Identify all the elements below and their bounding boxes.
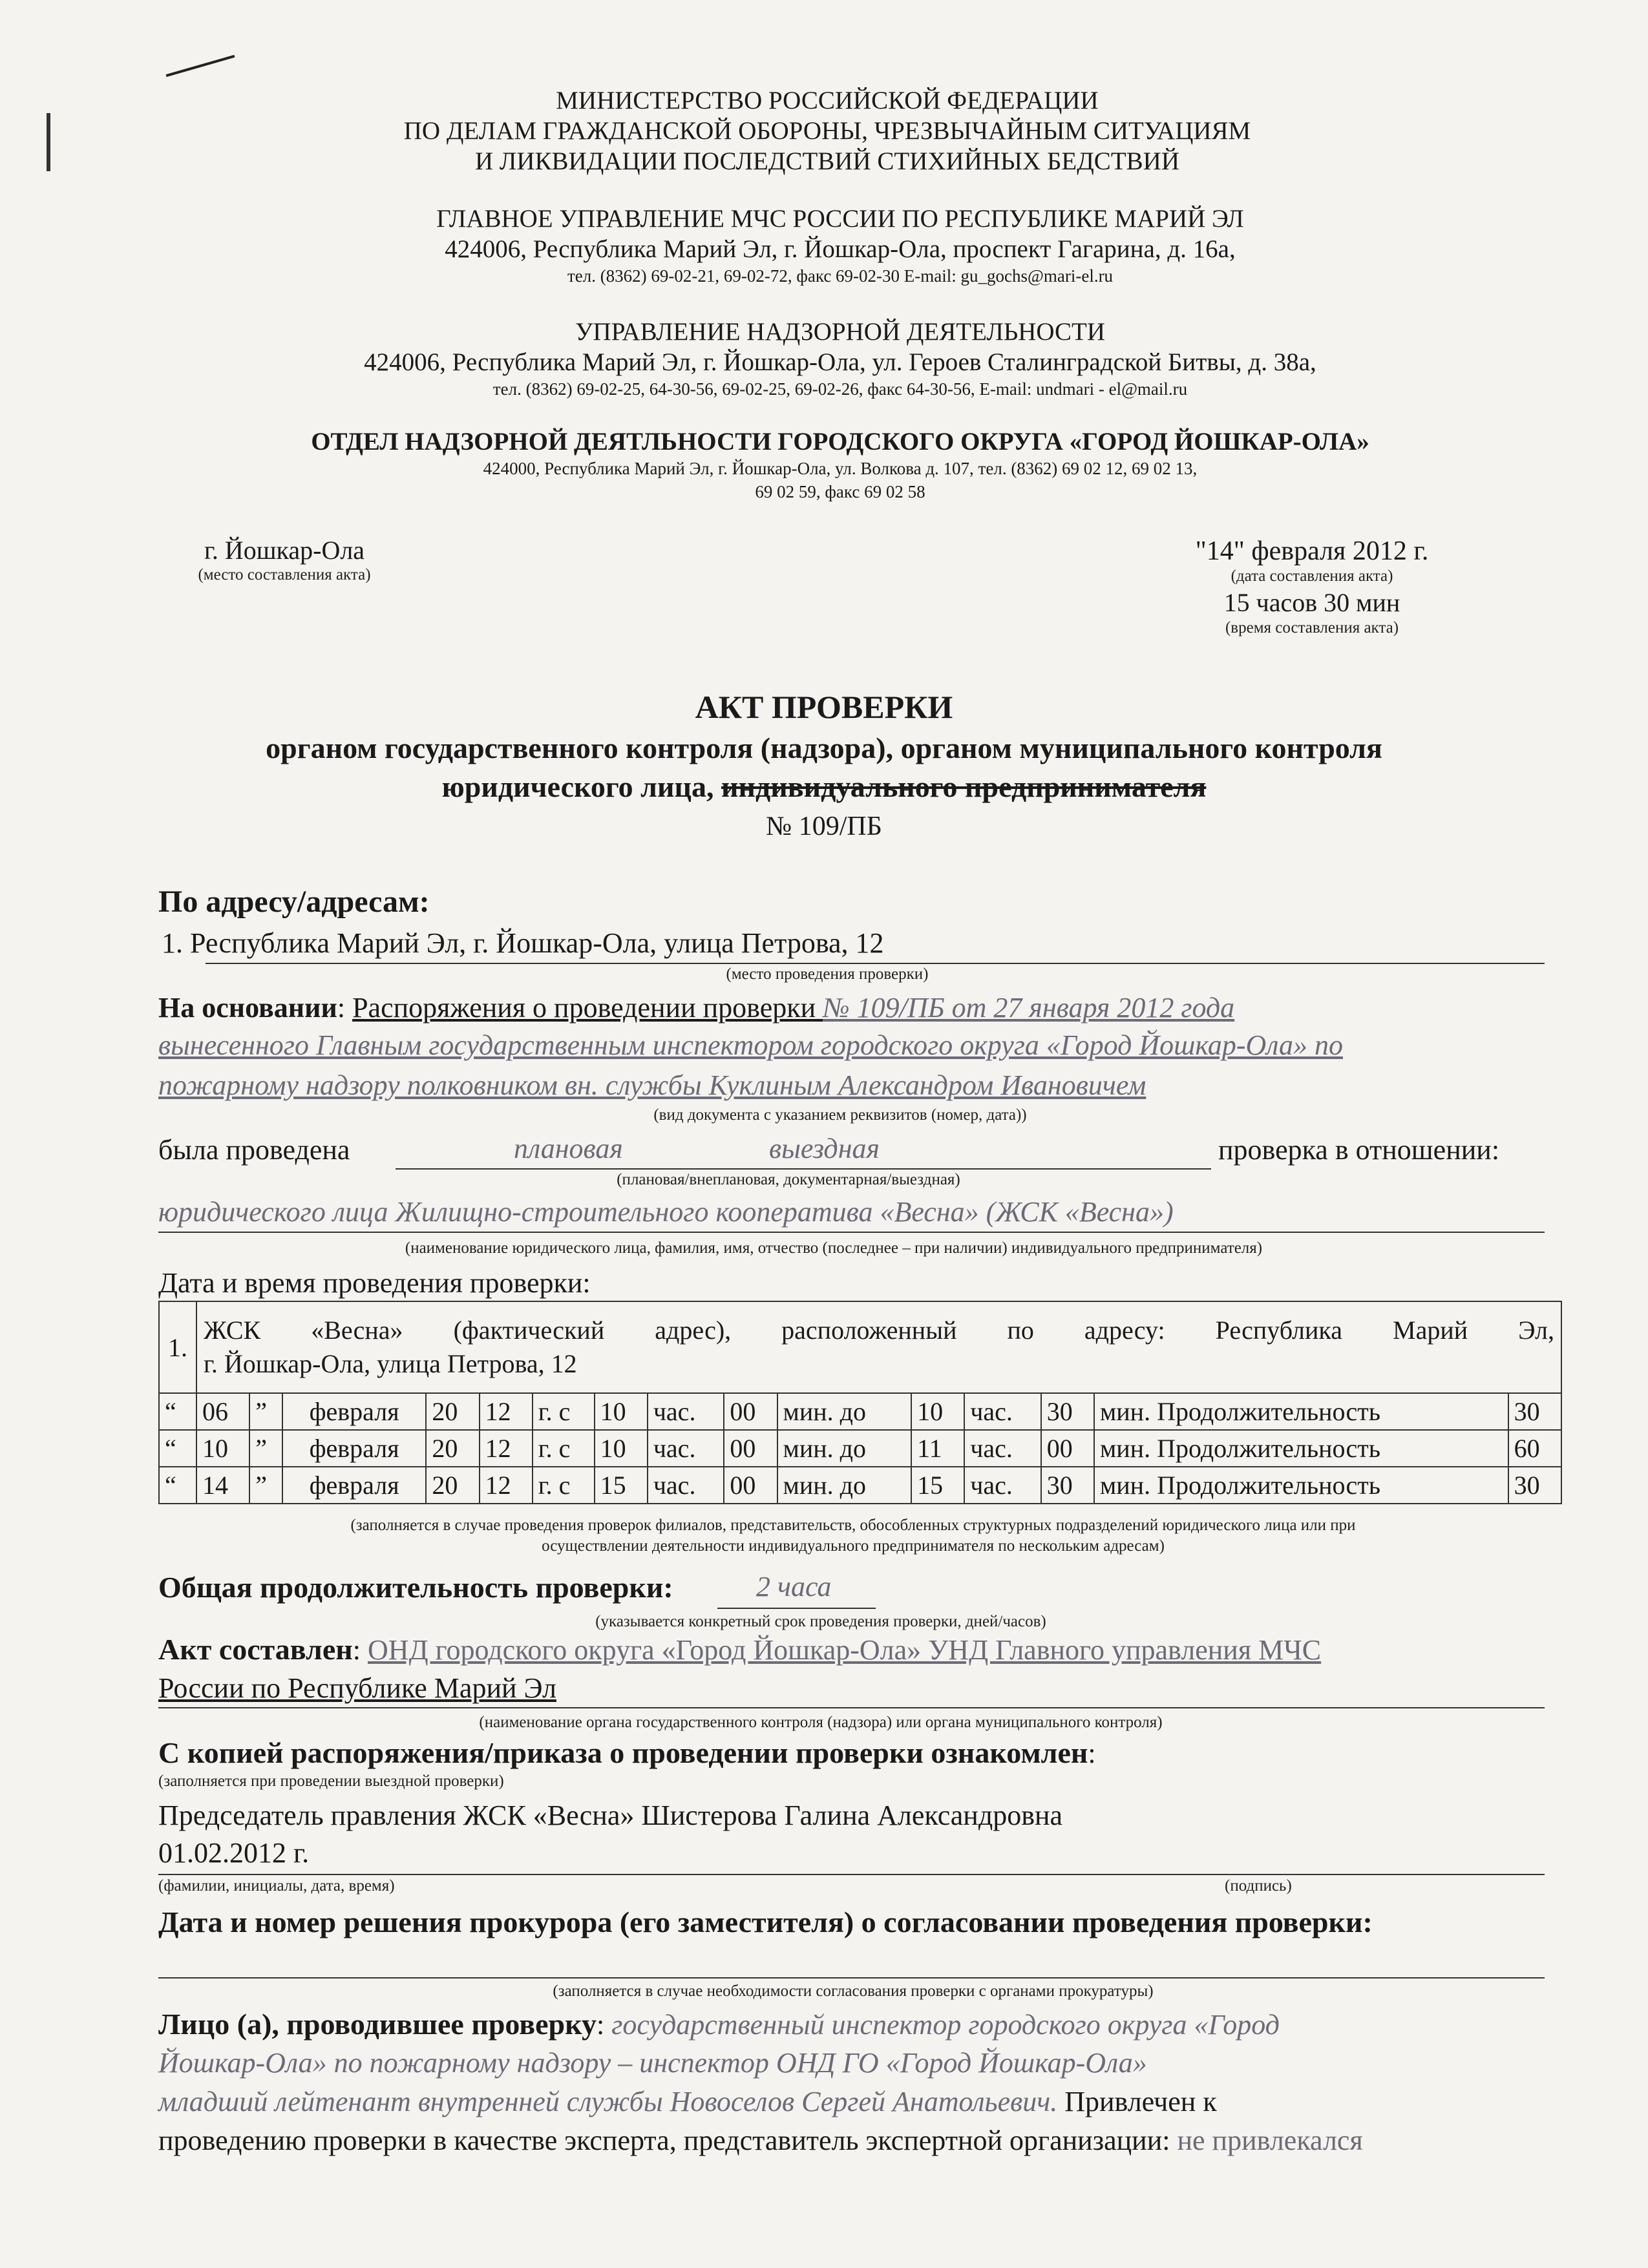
datetime-row: “ 14 ” февраля 20 12 г. с 15 час. 00 мин. до 15 час. 30 мин. Продолжительность 30 bbox=[159, 1467, 1561, 1504]
ministry-header bbox=[259, 85, 1396, 176]
copy-line: С копией распоряжения/приказа о проведении проверки ознакомлен: bbox=[158, 1736, 1096, 1769]
composed-caption: (наименование органа государственного контроля (надзора) или органа муниципального контроля) bbox=[479, 1714, 1163, 1731]
date-value: "14" февраля 2012 г. bbox=[1195, 536, 1429, 566]
basis-line1: На основании: Распоряжения о проведении проверки № 109/ПБ от 27 января 2012 года bbox=[158, 992, 1235, 1024]
ond-title: ОТДЕЛ НАДЗОРНОЙ ДЕЯТЛЬНОСТИ ГОРОДСКОГО ОКРУГА «ГОРОД ЙОШКАР-ОЛА» bbox=[311, 428, 1369, 456]
basis-text1b: № 109/ПБ от 27 января 2012 года bbox=[823, 992, 1235, 1024]
basis-line3: пожарному надзору полковником вн. службы Куклиным Александром Ивановичем bbox=[158, 1069, 1146, 1101]
staple-mark bbox=[47, 113, 50, 171]
inspector-text4a: проведению проверки в качестве эксперта, представитель экспертной организации: bbox=[158, 2125, 1178, 2156]
inspector-text1: государственный инспектор городского округа «Город bbox=[611, 2009, 1280, 2041]
prosecutor-label: Дата и номер решения прокурора (его заместителя) о согласовании проведения проверки: bbox=[158, 1906, 1373, 1938]
inspector-text4b: не привлекался bbox=[1177, 2125, 1363, 2156]
datetime-row-number: 1. bbox=[159, 1301, 196, 1393]
copy-caption: (заполняется при проведении выездной проверки) bbox=[158, 1772, 504, 1790]
copy-date: 01.02.2012 г. bbox=[158, 1837, 310, 1869]
address-underline bbox=[206, 963, 1545, 964]
copy-caption-right: (подпись) bbox=[1225, 1877, 1292, 1895]
copy-person: Председатель правления ЖСК «Весна» Шистерова Галина Александровна bbox=[158, 1800, 1063, 1831]
composed-text1: ОНД городского округа «Город Йошкар-Ола» УНД Главного управления МЧС bbox=[368, 1634, 1322, 1666]
date-block bbox=[1150, 535, 1474, 637]
ond-block bbox=[194, 426, 1486, 503]
inspector-text2: Йошкар-Ола» по пожарному надзору – инспектор ОНД ГО «Город Йошкар-Ола» bbox=[158, 2047, 1147, 2079]
duration-caption: (указывается конкретный срок проведения проверки, дней/часов) bbox=[595, 1613, 1046, 1630]
duration-label: Общая продолжительность проверки: bbox=[158, 1571, 673, 1604]
check-subject-caption: (наименование юридического лица, фамилия, имя, отчество (последнее – при наличии) индивидуального предпринимателя) bbox=[405, 1239, 1263, 1257]
ministry-line2: ПО ДЕЛАМ ГРАЖДАНСКОЙ ОБОРОНЫ, ЧРЕЗВЫЧАЙНЫМ СИТУАЦИЯМ bbox=[403, 117, 1251, 145]
place-block bbox=[162, 535, 407, 584]
gu-title: ГЛАВНОЕ УПРАВЛЕНИЕ МЧС РОССИИ ПО РЕСПУБЛИКЕ МАРИЙ ЭЛ bbox=[436, 205, 1244, 233]
check-type1: плановая bbox=[514, 1133, 623, 1164]
check-caption: (плановая/внеплановая, документарная/выездная) bbox=[617, 1171, 960, 1188]
address-item: 1. Республика Марий Эл, г. Йошкар-Ола, улица Петрова, 12 bbox=[162, 927, 884, 959]
gu-phones: тел. (8362) 69-02-21, 69-02-72, факс 69-02-30 E-mail: gu_gochs@mari-el.ru bbox=[567, 266, 1114, 286]
act-title-line2: органом государственного контроля (надзора), органом муниципального контроля bbox=[266, 731, 1382, 764]
datetime-address-line2: г. Йошкар-Ола, улица Петрова, 12 bbox=[204, 1349, 577, 1378]
pen-mark bbox=[166, 55, 235, 77]
act-title-line3a: юридического лица, bbox=[441, 770, 721, 803]
prosecutor-caption: (заполняется в случае необходимости согласования проверки с органами прокуратуры) bbox=[553, 1982, 1154, 2000]
copy-underline bbox=[158, 1874, 1545, 1875]
composed-label: Акт составлен bbox=[158, 1633, 353, 1666]
time-caption: (время составления акта) bbox=[1225, 619, 1399, 636]
gu-block bbox=[194, 204, 1486, 288]
time-value: 15 часов 30 мин bbox=[1223, 588, 1400, 617]
composed-text2: России по Республике Марий Эл bbox=[158, 1672, 556, 1704]
act-title-line1: АКТ ПРОВЕРКИ bbox=[695, 689, 953, 725]
check-type2: выездная bbox=[769, 1133, 880, 1164]
datetime-row: “ 06 ” февраля 20 12 г. с 10 час. 00 мин. до 10 час. 30 мин. Продолжительность 30 bbox=[159, 1393, 1561, 1430]
datetime-table bbox=[158, 1301, 1562, 1504]
gu-address: 424006, Республика Марий Эл, г. Йошкар-Ола, проспект Гагарина, д. 16а, bbox=[445, 235, 1236, 263]
copy-caption-left: (фамилии, инициалы, дата, время) bbox=[158, 1877, 395, 1895]
ond-address2: 69 02 59, факс 69 02 58 bbox=[755, 482, 925, 501]
ministry-line1: МИНИСТЕРСТВО РОССИЙСКОЙ ФЕДЕРАЦИИ bbox=[556, 87, 1099, 114]
composed-line1: Акт составлен: ОНД городского округа «Город Йошкар-Ола» УНД Главного управления МЧС bbox=[158, 1633, 1322, 1666]
inspector-label: Лицо (а), проводившее проверку bbox=[158, 2008, 597, 2041]
inspector-line1: Лицо (а), проводившее проверку: государственный инспектор городского округа «Город bbox=[158, 2008, 1280, 2041]
basis-caption: (вид документа с указанием реквизитов (номер, дата)) bbox=[653, 1106, 1027, 1124]
duration-value: 2 часа bbox=[756, 1571, 832, 1602]
ministry-line3: И ЛИКВИДАЦИИ ПОСЛЕДСТВИЙ СТИХИЙНЫХ БЕДСТВИЙ bbox=[475, 147, 1179, 175]
basis-label: На основании bbox=[158, 992, 337, 1024]
inspector-text3: младший лейтенант внутренней службы Новоселов Сергей Анатольевич. bbox=[158, 2086, 1058, 2117]
date-caption: (дата составления акта) bbox=[1231, 567, 1393, 585]
address-label: По адресу/адресам: bbox=[158, 885, 430, 919]
basis-text1: Распоряжения о проведении проверки bbox=[352, 992, 823, 1024]
check-subject: юридического лица Жилищно-строительного кооператива «Весна» (ЖСК «Весна») bbox=[158, 1196, 1174, 1228]
basis-line2: вынесенного Главным государственным инспектором городского округа «Город Йошкар-Ола» по bbox=[158, 1029, 1343, 1061]
datetime-row: “ 10 ” февраля 20 12 г. с 10 час. 00 мин. до 11 час. 00 мин. Продолжительность 60 bbox=[159, 1430, 1561, 1467]
inspector-line4 bbox=[158, 2123, 1363, 2159]
datetime-caption: (заполняется в случае проведения проверок филиалов, представительств, обособленных структурных подразделений юридического лица или при осуществлении деятельности индивидуального предпринимателя по нескольким адресам) bbox=[350, 1517, 1356, 1555]
inspector-line3 bbox=[158, 2084, 1217, 2120]
check-type-underline bbox=[396, 1168, 1211, 1170]
und-title: УПРАВЛЕНИЕ НАДЗОРНОЙ ДЕЯТЕЛЬНОСТИ bbox=[575, 318, 1106, 346]
check-subject-underline bbox=[158, 1232, 1545, 1233]
und-address: 424006, Республика Марий Эл, г. Йошкар-Ола, ул. Героев Сталинградской Битвы, д. 38а, bbox=[364, 348, 1316, 376]
address-caption: (место проведения проверки) bbox=[726, 965, 929, 983]
copy-label: С копией распоряжения/приказа о проведении проверки ознакомлен bbox=[158, 1736, 1088, 1769]
act-number: № 109/ПБ bbox=[766, 812, 882, 841]
und-phones: тел. (8362) 69-02-25, 64-30-56, 69-02-25, 69-02-26, факс 64-30-56, E-mail: undmari - el@mail.ru bbox=[492, 379, 1188, 399]
place-caption: (место составления акта) bbox=[198, 566, 371, 583]
und-block bbox=[194, 317, 1486, 401]
ond-address1: 424000, Республика Марий Эл, г. Йошкар-Ола, ул. Волкова д. 107, тел. (8362) 69 02 12, 69 02 13, bbox=[483, 459, 1198, 478]
datetime-address-line1: ЖСК «Весна» (фактический адрес), расположенный по адресу: Республика Марий Эл, bbox=[204, 1316, 1554, 1345]
place-value: г. Йошкар-Ола bbox=[204, 536, 365, 565]
duration-underline bbox=[717, 1608, 876, 1609]
act-title bbox=[129, 685, 1519, 846]
check-prefix: была проведена bbox=[158, 1134, 350, 1166]
inspector-text3b: Привлечен к bbox=[1057, 2086, 1217, 2117]
act-title-line3b: индивидуального предпринимателя bbox=[721, 770, 1207, 803]
datetime-label: Дата и время проведения проверки: bbox=[158, 1267, 591, 1299]
prosecutor-underline bbox=[158, 1977, 1545, 1979]
check-suffix: проверка в отношении: bbox=[1218, 1134, 1500, 1166]
composed-underline bbox=[158, 1707, 1545, 1708]
